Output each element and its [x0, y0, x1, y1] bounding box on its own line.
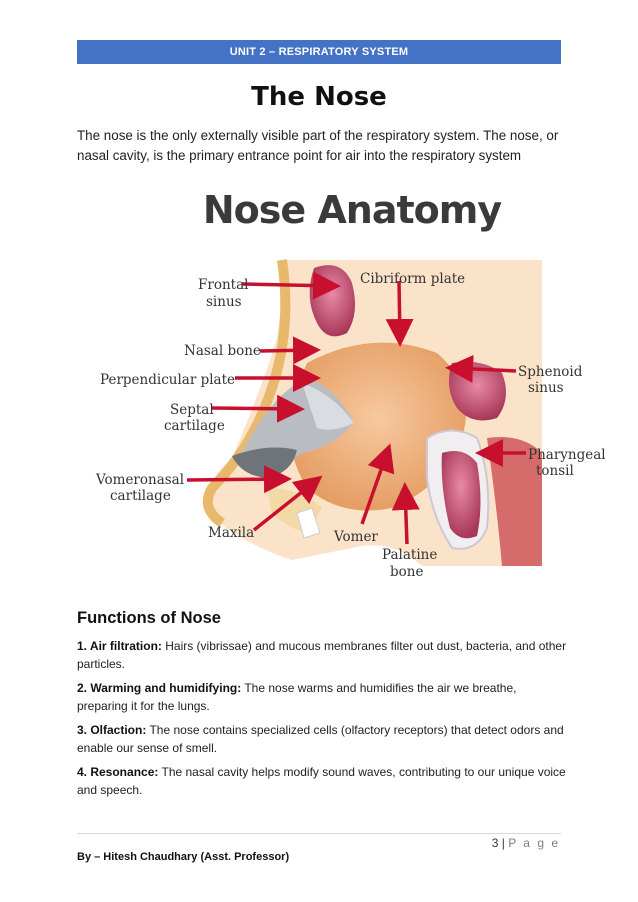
- function-text: The nose contains specialized cells (olfactory receptors) that detect odors and enable our sense of smell.: [77, 723, 564, 755]
- label-septal-cartilage-2: cartilage: [164, 418, 225, 434]
- label-palatine-bone: Palatine: [382, 547, 438, 563]
- page-title: The Nose: [251, 82, 387, 112]
- label-pharyngeal-tonsil-2: tonsil: [536, 463, 574, 479]
- function-item-resonance: [77, 763, 567, 799]
- function-label: 4. Resonance:: [77, 765, 159, 779]
- function-label: 1. Air filtration:: [77, 639, 162, 653]
- functions-title: Functions of Nose: [77, 609, 221, 627]
- author-credit: By – Hitesh Chaudhary (Asst. Professor): [77, 851, 290, 863]
- nose-anatomy-figure: [92, 188, 612, 588]
- function-label: 3. Olfaction:: [77, 723, 147, 737]
- unit-header: UNIT 2 – RESPIRATORY SYSTEM: [77, 40, 561, 64]
- label-palatine-bone-2: bone: [390, 564, 424, 580]
- function-item-warming: [77, 679, 567, 715]
- function-label: 2. Warming and humidifying:: [77, 681, 242, 695]
- label-frontal-sinus: Frontal: [198, 277, 249, 293]
- intro-paragraph: The nose is the only externally visible part of the respiratory system. The nose, or nasal cavity, is the primary entrance point for air into the respiratory system: [77, 128, 559, 163]
- label-frontal-sinus-2: sinus: [206, 294, 242, 310]
- nose-anatomy-illustration: [92, 188, 612, 588]
- functions-list: [77, 637, 567, 805]
- figure-title: Nose Anatomy: [202, 188, 502, 232]
- page-number: [492, 836, 560, 850]
- label-cribriform-plate: Cibriform plate: [360, 271, 466, 287]
- label-vomeronasal: Vomeronasal: [96, 472, 185, 488]
- label-perpendicular-plate: Perpendicular plate: [100, 372, 235, 388]
- label-vomer: Vomer: [334, 529, 378, 545]
- label-maxila: Maxila: [208, 525, 255, 541]
- function-item-olfaction: [77, 721, 567, 757]
- label-septal-cartilage: Septal: [170, 402, 214, 418]
- function-text: The nose warms and humidifies the air we breathe, preparing it for the lungs.: [77, 681, 517, 713]
- function-text: The nasal cavity helps modify sound waves, contributing to our unique voice and speech.: [77, 765, 566, 797]
- label-sphenoid-sinus: Sphenoid: [518, 364, 583, 380]
- label-sphenoid-sinus-2: sinus: [528, 380, 564, 396]
- function-item-air-filtration: [77, 637, 567, 673]
- footer-divider: [77, 833, 561, 834]
- label-nasal-bone: Nasal bone: [184, 343, 261, 359]
- page-separator: |: [498, 836, 509, 850]
- function-text: Hairs (vibrissae) and mucous membranes filter out dust, bacteria, and other particles.: [77, 639, 567, 671]
- label-vomeronasal-2: cartilage: [110, 488, 171, 504]
- label-pharyngeal-tonsil: Pharyngeal: [528, 447, 606, 463]
- page-word: P a g e: [508, 836, 560, 850]
- page-number-value: 3: [491, 836, 499, 850]
